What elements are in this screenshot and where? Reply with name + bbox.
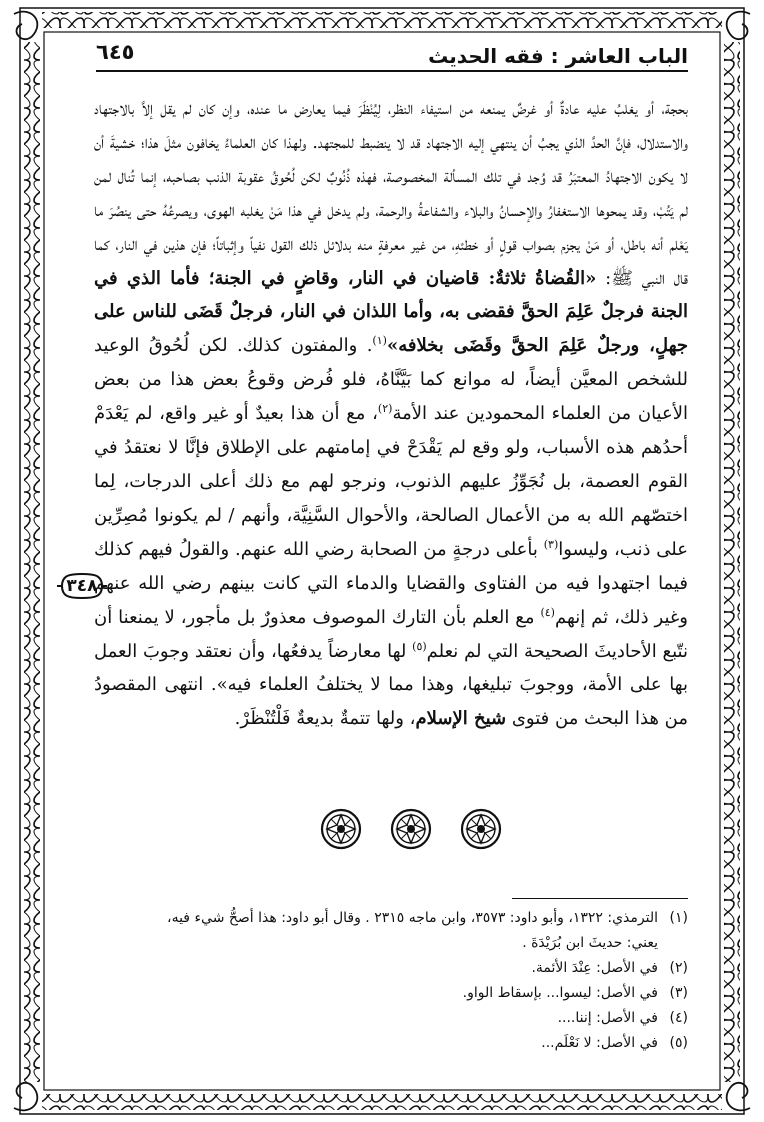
- footnote-item: [94, 1031, 688, 1056]
- rosette-ornament-icon: [320, 808, 362, 850]
- body-paragraph: بحجة، أو يغلبُ عليه عادةٌ أو غرضٌ يمنعه من استيفاء النظر، لِيُنْظَرَ فيما يعارض ما عنده، وإن كان لم يقل إلاَّ بالاجتهاد والاستدلال، فإنَّ الحدَّ الذي يجبُ أن ينتهي إليه الاجتهاد قد لا ينضبط للمجتهد. ولهذا كان العلماءُ يخافون مثلَ هذا؛ خشيةَ أن لا يكون الاجتهادُ المعتبَرُ قد وُجد في تلك المسألة المخصوصة، فهذه ذُنُوبٌ لكن لُحُوقُ عقوبة الذنب بصاحبه، إنما تُنال لمن لم يَتُبْ، وقد يمحوها الاستغفارُ والإحسانُ والبلاء والشفاعةُ والرحمة، ولم يدخل في هذا مَنْ يغلبه الهوى، ويصرعُهُ حتى ينصُرَ ما يَعْلم أنه باطل، أو مَنْ يجزم بصواب قولٍ أو خطئهِ، من غير معرفةٍ منه بدلائل ذلك القول نفياً وإثباتاً؛ فإن هذين في النار، كما قال النبي ﷺ: «القُضاةُ ثلاثةٌ: قاضيان في النار، وقاضٍ في الجنة؛ فأما الذي في الجنة فرجلٌ عَلِمَ الحقَّ فقضى به، وأما اللذان في النار، فرجلٌ قَضَى للناس على جهلٍ، ورجلٌ عَلِمَ الحقَّ وقَضَى بخلافه»$^{(١)}$. والمفتون كذلك. لكن لُحُوقُ الوعيد للشخص المعيَّن أيضاً، له موانع كما بَيَّنَّاهُ، فلو فُرض وقوعُ بعض هذا من بعض الأعيان من العلماء المحمودين عند الأمة$^{(٢)}$، مع أن هذا بعيدٌ أو غير واقع، لم يَعْدَمْ أحدُهم هذه الأسباب، ولو وقع لم يَقْدَحْ في إمامتهم على الإطلاق فإنَّا لا نعتقدُ في القوم العصمة، بل نُجَوِّزُ عليهم الذنوب، ونرجو لهم مع ذلك أعلى الدرجات، لِما اختصّهم الله به من الأعمال الصالحة، والأحوال السَّنِيَّة، وأنهم / لم يكونوا مُصِرِّين على ذنب، وليسوا$^{(٣)}$ بأعلى درجةٍ من الصحابة رضي الله عنهم. والقولُ فيهم كذلك فيما اجتهدوا فيه من الفتاوى والقضايا والدماء التي كانت بينهم رضي الله عنهم وغير ذلك، ثم إنهم$^{(٤)}$ مع العلم بأن التارك الموصوف معذورٌ بل مأجور، لا يمنعنا أن نتّبع الأحاديثَ الصحيحة التي لم نعلم$^{(٥)}$ لها معارضاً يدفعُها، وأن نعتقد وجوبَ العمل بها على الأمة، ووجوبَ تبليغها، وهذا مما لا يختلفُ العلماء فيه». انتهى المقصودُ من هذا البحث من فتوى شيخ الإسلام، ولها تتمةٌ بديعةٌ فَلْتُنْظَرْ.: [94, 98, 689, 730]
- margin-page-marker: [56, 571, 108, 601]
- footnote-number: (٢): [669, 960, 688, 976]
- footnote-text: في الأصل: ليسوا... بإسقاط الواو.: [462, 985, 658, 1001]
- footnote-separator: [512, 898, 688, 899]
- footnote-number: (٤): [669, 1010, 688, 1026]
- chapter-title: الباب العاشر : فقه الحديث: [428, 44, 688, 68]
- footnote-number: (٥): [669, 1035, 688, 1051]
- rosette-ornament-icon: [390, 808, 432, 850]
- footnote-continuation: يعني: حديثَ ابن بُرَيْدَةَ .: [522, 935, 658, 951]
- footnote-number: (٣): [669, 985, 688, 1001]
- footnote-text: في الأصل: عِنْدَ الأئمة.: [531, 960, 658, 976]
- header-rule: [96, 70, 688, 72]
- main-text: [94, 92, 688, 792]
- footnote-text: في الأصل: إننا....: [557, 1010, 658, 1026]
- footnote-number: (١): [669, 910, 688, 926]
- footnote-text: الترمذي: ١٣٢٢، وأبو داود: ٣٥٧٣، وابن ماجه ٢٣١٥ . وقال أبو داود: هذا أصحُّ شيء فيه،: [167, 910, 658, 926]
- footnote-text: في الأصل: لا نَعْلَم...: [541, 1035, 658, 1051]
- margin-marker-number: ٣٤٨: [66, 576, 98, 596]
- footnotes: [94, 906, 688, 1056]
- footnote-item: [94, 906, 688, 956]
- footnote-item: [94, 1006, 688, 1031]
- footnote-item: [94, 981, 688, 1006]
- running-header: [96, 34, 688, 72]
- section-end-ornaments: [320, 808, 510, 852]
- rosette-ornament-icon: [460, 808, 502, 850]
- page-number: ٦٤٥: [96, 40, 135, 64]
- footnote-item: [94, 956, 688, 981]
